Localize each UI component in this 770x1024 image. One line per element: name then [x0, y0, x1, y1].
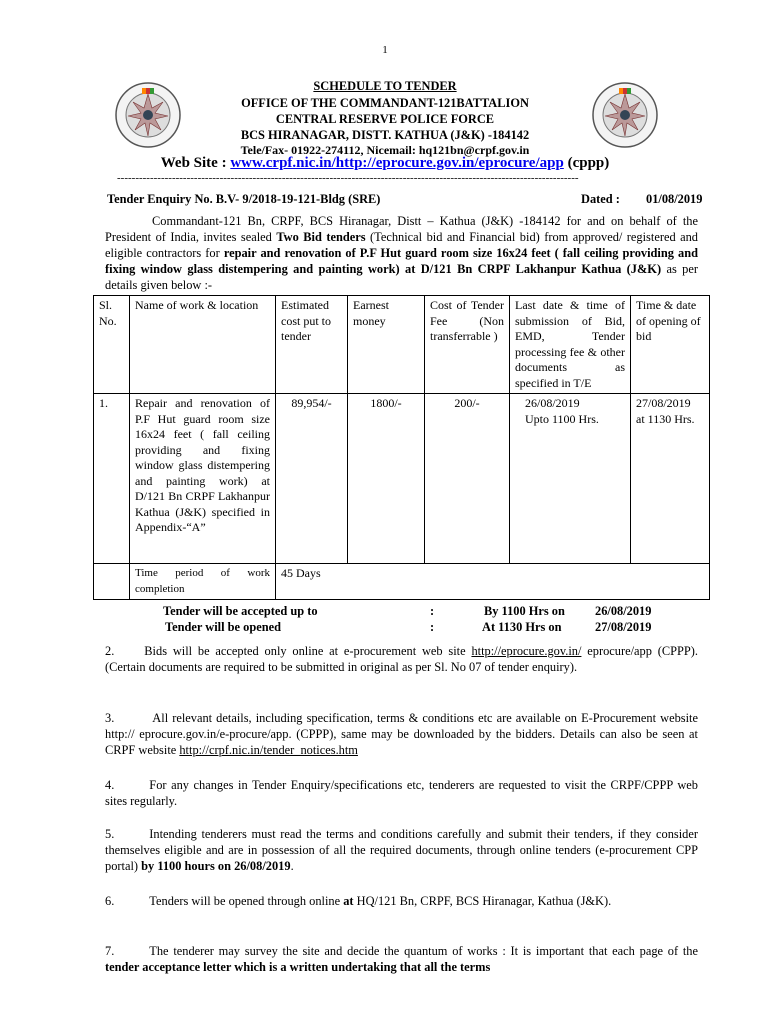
crpf-tender-link[interactable]: http://crpf.nic.in/tender_notices.htm	[179, 743, 358, 757]
open-date-sched: 27/08/2019	[595, 620, 652, 634]
td-period-value: 45 Days	[276, 564, 710, 600]
para-5-bold: by 1100 hours on 26/08/2019	[141, 859, 291, 873]
intro-bold: Two Bid tenders	[276, 230, 366, 244]
para-4-text: For any changes in Tender Enquiry/specifications etc, tenderers are requested to visit the CRPF/CPPP web sites regularly.	[105, 778, 698, 808]
para-3-num: 3.	[105, 711, 115, 725]
para-6-num: 6.	[105, 894, 115, 908]
last-date: 26/08/2019	[525, 396, 580, 410]
td-last-date	[510, 394, 631, 564]
open-date: 27/08/2019	[636, 396, 691, 410]
para-2	[105, 643, 698, 675]
enquiry-date: 01/08/2019	[646, 192, 703, 206]
td-name: Repair and renovation of P.F Hut guard room size 16x24 feet ( fall ceiling providing and fixing window glass distempering and painting work) at D/121 Bn CRPF Lakhanpur Kathua (J&K) specified in Appendix-“A”	[130, 394, 276, 564]
para-2-num: 2.	[105, 644, 115, 658]
para-6-text: Tenders will be opened through online	[149, 894, 344, 908]
accept-date: 26/08/2019	[595, 604, 652, 618]
website-label: Web Site :	[160, 155, 231, 171]
para-7	[105, 943, 698, 975]
para-3-text: All relevant details, including specification, terms & conditions etc are available on E-Procurement website http:// eprocure.gov.in/e-procure/app. (CPPP), same may be downloaded by the bidders. Details can also be seen at CRPF website	[105, 711, 698, 757]
para-2-text: Bids will be accepted only online at e-procurement web site	[144, 644, 472, 658]
para-3	[105, 710, 698, 758]
th-last-date: Last date & time of submission of Bid, EMD, Tender processing fee & other documents as specified in T/E	[510, 296, 631, 394]
open-time-sched: At 1130 Hrs on	[482, 620, 562, 634]
th-sl: Sl. No.	[94, 296, 130, 394]
para-6	[105, 893, 698, 909]
website-link[interactable]: www.crpf.nic.in/http://eprocure.gov.in/eprocure/app	[230, 155, 564, 171]
tender-table	[93, 295, 710, 600]
td-opening	[631, 394, 710, 564]
td-emd: 1800/-	[348, 394, 425, 564]
para-5	[105, 826, 698, 874]
force-line: CENTRAL RESERVE POLICE FORCE	[275, 112, 495, 126]
td-fee: 200/-	[425, 394, 510, 564]
open-colon: :	[430, 620, 435, 634]
intro-text: Commandant-121 Bn, CRPF, BCS Hiranagar, Distt – Kathua (J&K) -184142 for and on behalf of the President of India, invites sealed	[105, 214, 698, 244]
para-6-text-2: HQ/121 Bn, CRPF, BCS Hiranagar, Kathua (J&K).	[353, 894, 612, 908]
open-label: Tender will be opened	[165, 620, 282, 634]
website-line	[0, 155, 770, 172]
accept-label: Tender will be accepted up to	[163, 604, 318, 618]
td-cost: 89,954/-	[276, 394, 348, 564]
th-emd: Earnest money	[348, 296, 425, 394]
table-row	[94, 394, 710, 564]
table-header-row	[94, 296, 710, 394]
eprocure-link[interactable]: http://eprocure.gov.in/	[471, 644, 582, 658]
address-line: BCS HIRANAGAR, DISTT. KATHUA (J&K) -184142	[240, 128, 530, 142]
td-sl: 1.	[94, 394, 130, 564]
para-5-text: Intending tenderers must read the terms and conditions carefully and submit their tenders, if they consider themselves eligible and are in possession of all the required documents, through online tenders (e-procurement CPP portal)	[105, 827, 698, 873]
para-5-end: .	[290, 859, 294, 873]
open-time: at 1130 Hrs.	[636, 411, 695, 426]
intro-text-2: (Technical bid and Financial bid) from approved/ registered and eligible contractors for	[105, 230, 698, 260]
last-time: Upto 1100 Hrs.	[525, 411, 599, 426]
para-7-num: 7.	[105, 944, 115, 958]
website-suffix: (cppp)	[563, 155, 610, 171]
para-2-text-2: eprocure/app (CPPP). (Certain documents are required to be submitted in original as per Sl. No 07 of tender enquiry).	[105, 644, 699, 674]
page-number: 1	[382, 44, 388, 56]
th-opening: Time & date of opening of bid	[631, 296, 710, 394]
para-7-text: The tenderer may survey the site and decide the quantum of works : It is important that each page of the	[149, 944, 698, 958]
intro-work-bold: repair and renovation of P.F Hut guard room size 16x24 feet ( fall ceiling providing and fixing window glass distempering and painting work) at D/121 Bn CRPF Lakhanpur Kathua (J&K)	[105, 246, 698, 276]
table-period-row	[94, 564, 710, 600]
accept-colon: :	[430, 604, 435, 618]
td-period-label: Time period of work completion	[130, 564, 276, 600]
para-5-num: 5.	[105, 827, 115, 841]
schedule-title: SCHEDULE TO TENDER	[313, 79, 457, 93]
intro-paragraph	[105, 213, 698, 293]
enquiry-number: Tender Enquiry No. B.V- 9/2018-19-121-Bldg (SRE)	[107, 192, 381, 206]
th-name: Name of work & location	[130, 296, 276, 394]
para-4	[105, 777, 698, 809]
para-6-bold: at	[343, 894, 354, 908]
enquiry-date-label: Dated :	[581, 192, 620, 206]
th-fee: Cost of Tender Fee (Non transferrable )	[425, 296, 510, 394]
divider: ------------------------------------------------------------------------------------------------------------------------------	[117, 172, 579, 184]
contact-line: Tele/Fax- 01922-274112, Nicemail: hq121bn@crpf.gov.in	[240, 143, 530, 157]
th-cost: Estimated cost put to tender	[276, 296, 348, 394]
para-7-bold: tender acceptance letter which is a written undertaking that all the terms	[105, 960, 491, 974]
intro-text-3: as per details given below :-	[105, 262, 698, 292]
accept-time: By 1100 Hrs on	[484, 604, 565, 618]
office-line: OFFICE OF THE COMMANDANT-121BATTALION	[241, 96, 529, 110]
para-4-num: 4.	[105, 778, 115, 792]
td-period-sl	[94, 564, 130, 600]
